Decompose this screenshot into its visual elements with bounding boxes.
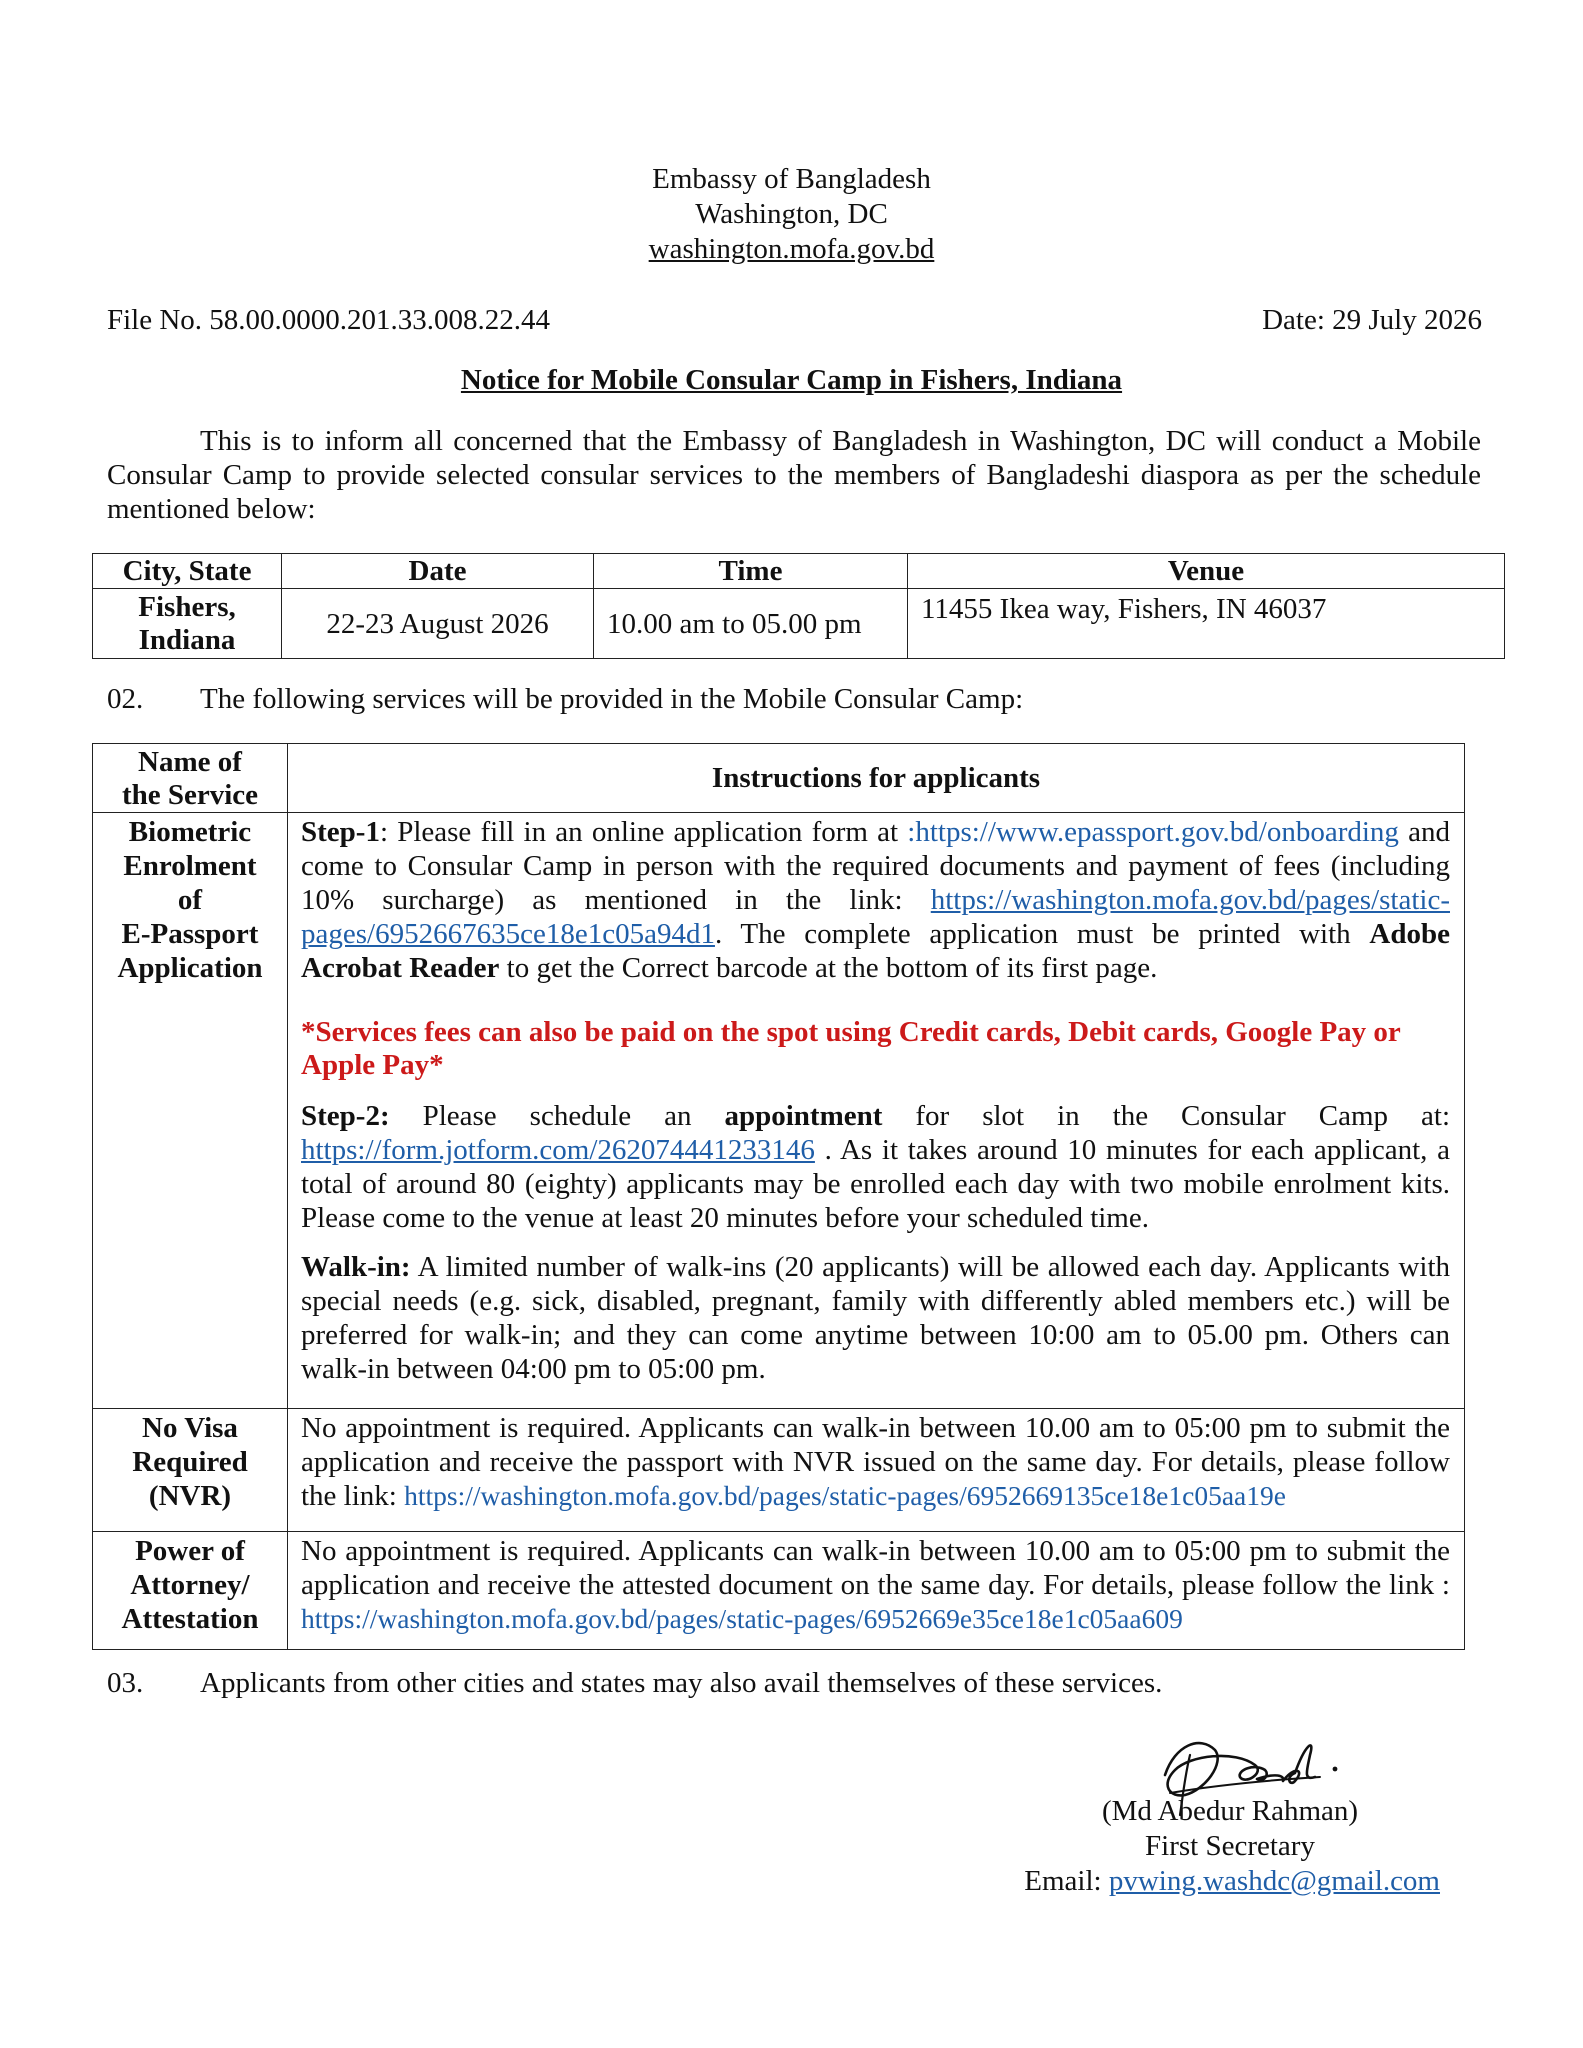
- schedule-venue-cell: 11455 Ikea way, Fishers, IN 46037: [908, 589, 1505, 659]
- service-name-nvr: [93, 1409, 288, 1532]
- step2-text-b: for slot in the Consular Camp at:: [882, 1100, 1450, 1132]
- services-header-name-line2: the Service: [121, 779, 259, 811]
- step2-paragraph: [301, 1099, 1450, 1235]
- service-name-line: Enrolment: [123, 850, 257, 882]
- schedule-city-cell: [93, 589, 282, 659]
- para2-number: 02.: [107, 683, 144, 715]
- schedule-header-city: City, State: [93, 554, 282, 589]
- fees-note: *Services fees can also be paid on the spot using Credit cards, Debit cards, Google Pay or Apple Pay*: [301, 1016, 1401, 1081]
- schedule-date-cell: 22-23 August 2026: [282, 589, 594, 659]
- email-link[interactable]: pvwing.washdc@gmail.com: [1108, 1865, 1440, 1897]
- schedule-header-time: Time: [594, 554, 908, 589]
- notice-date: Date: 29 July 2026: [1262, 304, 1482, 336]
- embassy-website: [0, 232, 1583, 266]
- service-row-epassport: [93, 813, 1465, 1409]
- instructions-epassport: [288, 813, 1465, 1409]
- fees-link[interactable]: https://washington.mofa.gov.bd/pages/static-pages/6952667635ce18e1c05a94d1: [301, 884, 1450, 950]
- service-row-poa: [93, 1532, 1465, 1650]
- step1-text-d: to get the Correct barcode at the bottom of its first page.: [499, 952, 1158, 984]
- signatory-designation: First Secretary: [1145, 1830, 1315, 1862]
- service-name-line: of: [177, 884, 203, 916]
- service-name-poa: [93, 1532, 288, 1650]
- step1-text-c: . The complete application must be printed with: [714, 918, 1370, 950]
- intro-paragraph: This is to inform all concerned that the Embassy of Bangladesh in Washington, DC will conduct a Mobile Consular Camp to provide selected consular services to the members of Bangladeshi diaspora as per the schedule mentioned below:: [107, 425, 1481, 525]
- schedule-header-date: Date: [282, 554, 594, 589]
- embassy-city: Washington, DC: [695, 198, 888, 230]
- schedule-header-row: [93, 554, 1505, 589]
- service-name-line: Attorney/: [130, 1569, 250, 1601]
- service-name-line: Attestation: [121, 1603, 259, 1635]
- step1-text-b: and come to Consular Camp in person with the required documents and payment of fees (including 10% surcharge) as mentioned in the link:: [301, 816, 1450, 916]
- step1-label: Step-1: [301, 816, 380, 848]
- website-link[interactable]: washington.mofa.gov.bd: [648, 233, 935, 265]
- service-name-line: Biometric: [128, 816, 252, 848]
- step1-bold-text: Adobe Acrobat Reader: [301, 918, 1450, 984]
- nvr-paragraph: [301, 1411, 1450, 1513]
- poa-link[interactable]: https://washington.mofa.gov.bd/pages/static-pages/6952669e35ce18e1c05aa609: [301, 1603, 1183, 1634]
- services-table: [92, 743, 1465, 1650]
- file-number: File No. 58.00.0000.201.33.008.22.44: [107, 304, 551, 336]
- walkin-text: A limited number of walk-ins (20 applicants) will be allowed each day. Applicants with special needs (e.g. sick, disabled, pregnant, family with differently abled members etc.) will be preferred for walk-in; and they can come anytime between 10:00 am to 05.00 pm. Others can walk-in between 04:00 pm to 05:00 pm.: [301, 1251, 1450, 1385]
- step1-paragraph: [301, 815, 1450, 985]
- para3-text: Applicants from other cities and states may also avail themselves of these services.: [200, 1667, 1163, 1699]
- service-row-nvr: [93, 1409, 1465, 1532]
- service-name-line: E-Passport: [121, 918, 259, 950]
- step2-bold-text: appointment: [724, 1100, 883, 1132]
- service-name-line: No Visa: [142, 1412, 238, 1444]
- schedule-header-venue: Venue: [908, 554, 1505, 589]
- step2-text-c: . As it takes around 10 minutes for each applicant, a total of around 80 (eighty) applicants may be enrolled each day with two mobile enrolment kits. Please come to the venue at least 20 minutes before your scheduled time.: [301, 1134, 1450, 1234]
- services-header-row: [93, 744, 1465, 813]
- services-header-name-line1: Name of: [138, 746, 242, 778]
- embassy-name: Embassy of Bangladesh: [652, 163, 931, 195]
- schedule-row: [93, 589, 1505, 659]
- nvr-text: No appointment is required. Applicants can walk-in between 10.00 am to 05:00 pm to submit the application and receive the passport with NVR issued on the same day. For details, please follow the link:: [301, 1412, 1450, 1512]
- email-label: Email:: [1024, 1865, 1109, 1897]
- service-name-line: Power of: [135, 1535, 245, 1567]
- service-name-line: Application: [117, 952, 263, 984]
- signatory-name: (Md Abedur Rahman): [1101, 1795, 1359, 1827]
- instructions-poa: [288, 1532, 1465, 1650]
- services-header-instructions: Instructions for applicants: [288, 744, 1465, 813]
- schedule-city-line2: Indiana: [138, 623, 236, 656]
- instructions-nvr: [288, 1409, 1465, 1532]
- step1-text-a: : Please fill in an online application form at: [379, 816, 908, 848]
- services-header-name: [93, 744, 288, 813]
- service-name-epassport: [93, 813, 288, 1409]
- epassport-onboarding-link[interactable]: :https://www.epassport.gov.bd/onboarding: [907, 816, 1399, 848]
- service-name-line: Required: [132, 1446, 248, 1478]
- nvr-link[interactable]: https://washington.mofa.gov.bd/pages/static-pages/6952669135ce18e1c05aa19e: [404, 1480, 1286, 1511]
- jotform-link[interactable]: https://form.jotform.com/262074441233146: [301, 1134, 815, 1166]
- walkin-paragraph: [301, 1250, 1450, 1386]
- schedule-table: [92, 553, 1505, 659]
- schedule-time-cell: 10.00 am to 05.00 pm: [594, 589, 908, 659]
- schedule-city-line1: Fishers,: [138, 590, 236, 623]
- step2-text-a: Please schedule an: [389, 1100, 725, 1132]
- step2-label: Step-2:: [301, 1100, 390, 1132]
- signatory-email-line: [1024, 1864, 1440, 1898]
- walkin-label: Walk-in:: [301, 1251, 411, 1283]
- para2-text: The following services will be provided in the Mobile Consular Camp:: [200, 683, 1024, 715]
- para3-number: 03.: [107, 1667, 144, 1699]
- poa-paragraph: [301, 1534, 1450, 1636]
- service-name-line: (NVR): [148, 1480, 232, 1512]
- poa-text: No appointment is required. Applicants can walk-in between 10.00 am to 05:00 pm to submit the application and receive the attested document on the same day. For details, please follow the link :: [301, 1535, 1450, 1601]
- notice-title: Notice for Mobile Consular Camp in Fishers, Indiana: [460, 364, 1123, 396]
